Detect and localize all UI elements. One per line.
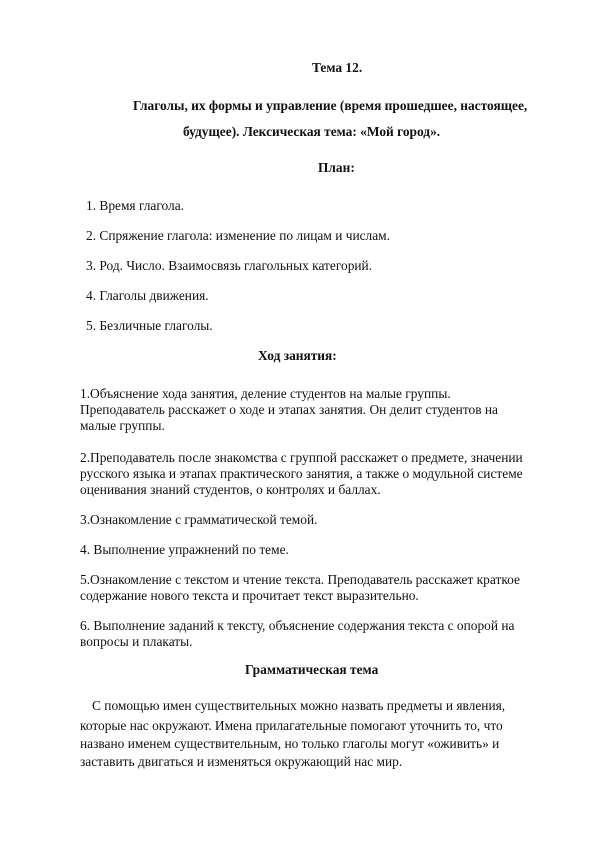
step-line: малые группы.: [80, 418, 165, 433]
plan-item: 1. Время глагола.: [86, 198, 185, 213]
grammar-line: С помощью имен существительных можно назвать предметы и явления,: [92, 698, 506, 713]
step-line: 4. Выполнение упражнений по теме.: [80, 542, 289, 557]
step-line: Преподаватель расскажет о ходе и этапах занятия. Он делит студентов на: [80, 402, 499, 417]
step-line: вопросы и плакаты.: [80, 634, 193, 649]
plan-item: 3. Род. Число. Взаимосвязь глагольных категорий.: [86, 258, 373, 273]
topic-heading: Тема 12.: [312, 60, 363, 75]
lesson-heading: Ход занятия:: [258, 348, 337, 363]
plan-item: 4. Глаголы движения.: [86, 288, 209, 303]
plan-heading: План:: [318, 160, 355, 175]
step-line: русского языка и этапах практического занятия, а также о модульной системе: [80, 466, 523, 481]
title-line-1: Глаголы, их формы и управление (время прошедшее, настоящее,: [133, 98, 528, 113]
grammar-line: заставить двигаться и изменяться окружающий нас мир.: [80, 754, 403, 769]
step-line: 2.Преподаватель после знакомства с группой расскажет о предмете, значении: [80, 450, 523, 465]
step-line: 1.Объяснение хода занятия, деление студентов на малые группы.: [80, 386, 451, 401]
grammar-line: которые нас окружают. Имена прилагательные помогают уточнить то, что: [80, 718, 503, 733]
title-line-2: будущее). Лексическая тема: «Мой город».: [183, 124, 441, 139]
step-line: 6. Выполнение заданий к тексту, объяснение содержания текста с опорой на: [80, 618, 515, 633]
plan-item: 2. Спряжение глагола: изменение по лицам и числам.: [86, 228, 391, 243]
step-line: 5.Ознакомление с текстом и чтение текста. Преподаватель расскажет краткое: [80, 572, 520, 587]
step-line: 3.Ознакомление с грамматической темой.: [80, 512, 318, 527]
plan-item: 5. Безличные глаголы.: [86, 318, 213, 333]
grammar-heading: Грамматическая тема: [245, 662, 379, 677]
step-line: содержание нового текста и прочитает текст выразительно.: [80, 588, 419, 603]
grammar-line: названо именем существительным, но только глаголы могут «оживить» и: [80, 736, 500, 751]
step-line: оценивания знаний студентов, о контролях и баллах.: [80, 482, 381, 497]
